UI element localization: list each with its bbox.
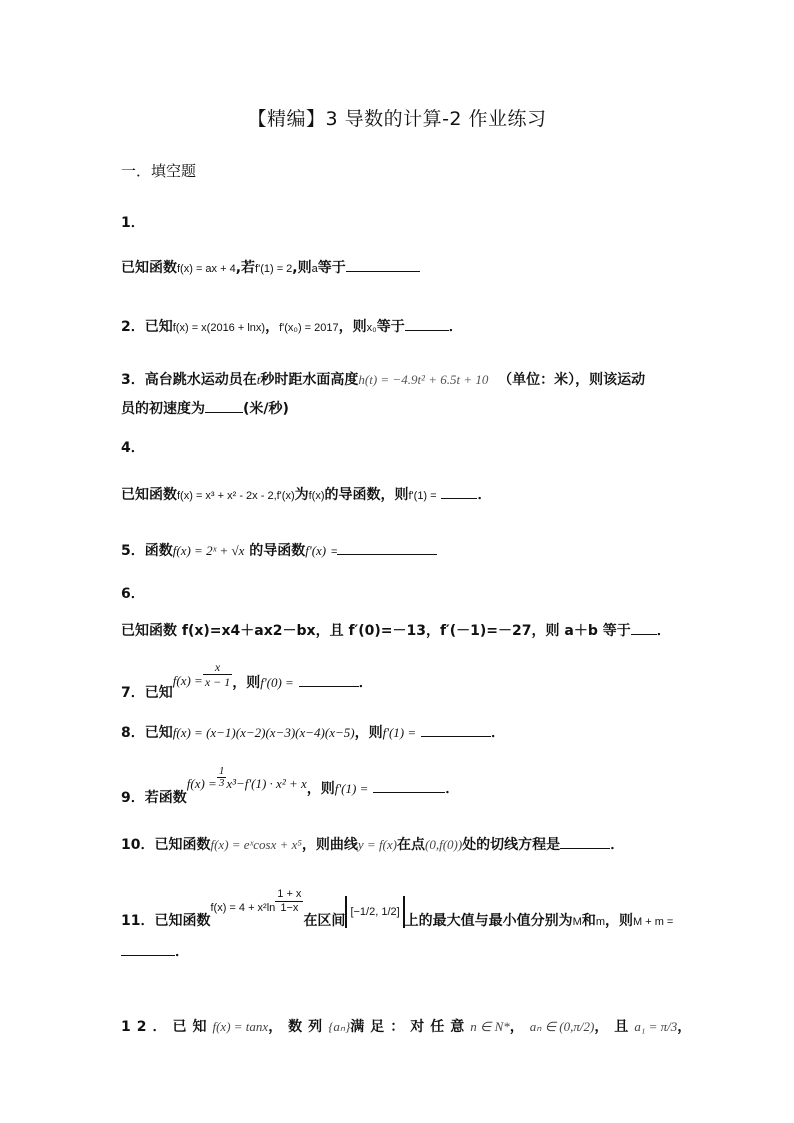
answer-blank[interactable] [560,836,610,849]
question-11: 11．已知函数$_{f(x) = 4 + x^2ln}$ $\frac{1 + x}{1-x}$ 在区间[−1/2, 1/2]上的最大值与最小值分别为M和m，则M + m = [121,887,674,929]
question-4: 已知函数f(x) = x³ + x² - 2x - 2,f'(x)为f(x)的导函数，则f'(1) = ． [121,487,492,503]
question-11-line-2: ． [121,941,189,961]
question-8: 8．已知f(x) = (x−1)(x−2)(x−3)(x−4)(x−5)，则f'(1) = ． [121,725,506,741]
question-3-line-2: 员的初速度为 (米/秒) [121,401,289,417]
answer-blank[interactable] [205,400,243,413]
answer-blank[interactable] [405,318,449,331]
question-4-number: 4． [121,440,145,456]
question-3: 3．高台跳水运动员在t秒时距水面高度h(t) = −4.9t² + 6.5t + 10 （单位：米），则该运动 [121,372,646,388]
question-7: 7．已知f(x) = $\frac{x}{x - 1}$ ，则f'(0) = ． [121,660,373,701]
page-title: 【精编】3 导数的计算-2 作业练习 [247,108,547,130]
answer-blank[interactable] [421,724,491,737]
interval: [−1/2, 1/2] [345,896,404,928]
formula: f(x) = 2ˣ + √x [172,543,245,558]
answer-blank[interactable] [121,943,175,956]
section-heading: 一．填空题 [121,162,197,180]
formula: f'(x₀) = 2017 [279,322,339,334]
formula: f(x) = ax + 4 [177,263,236,275]
question-2: 2．已知f(x) = x(2016 + lnx)，f'(x₀) = 2017，则x₀等于 ． [121,319,463,335]
question-6-number: 6． [121,586,145,602]
answer-blank[interactable] [631,622,657,635]
formula: f(x) = (x−1)(x−2)(x−3)(x−4)(x−5) [172,725,355,740]
answer-blank[interactable] [346,259,420,272]
question-1-number: 1． [121,215,145,231]
question-12: 12．已知f(x) = tanx，数列{aₙ}满足：对任意n ∈ N*，aₙ ∈ (0,π/2)，且a₁ = π/3， [121,1019,698,1035]
question-9: 9．若函数f(x) = $\frac{1}{3}$ x³−f'(1) · x² + x，则f'(1) = ． [121,765,460,806]
question-6: 已知函数 f(x)=x4＋ax2－bx，且 f′(0)=－13，f′(－1)=－27，则 a＋b 等于 ． [121,623,671,639]
question-1: 已知函数f(x) = ax + 4,若f'(1) = 2,则a等于 [121,257,420,277]
formula: f(x) = x(2016 + lnx) [172,322,266,334]
question-5: 5．函数f(x) = 2ˣ + √x 的导函数f'(x) = [121,540,437,560]
answer-blank[interactable] [299,674,359,687]
formula: f'(1) = 2 [255,263,293,275]
answer-blank[interactable] [337,542,437,555]
formula: f(x) = x³ + x² - 2x - 2, [177,490,277,502]
formula: f(x) = eˣcosx + x⁵ [210,837,302,852]
answer-blank[interactable] [441,486,477,499]
fraction: $\frac{1}{3}$ [218,765,225,789]
answer-blank[interactable] [373,780,445,793]
fraction: $\frac{1 + x}{1-x}$ [277,887,302,914]
fraction: $\frac{x}{x - 1}$ [204,660,231,689]
formula: h(t) = −4.9t² + 6.5t + 10 [358,372,489,387]
question-10: 10．已知函数f(x) = eˣcosx + x⁵，则曲线y = f(x)在点(0,f(0))处的切线方程是 ． [121,837,625,853]
